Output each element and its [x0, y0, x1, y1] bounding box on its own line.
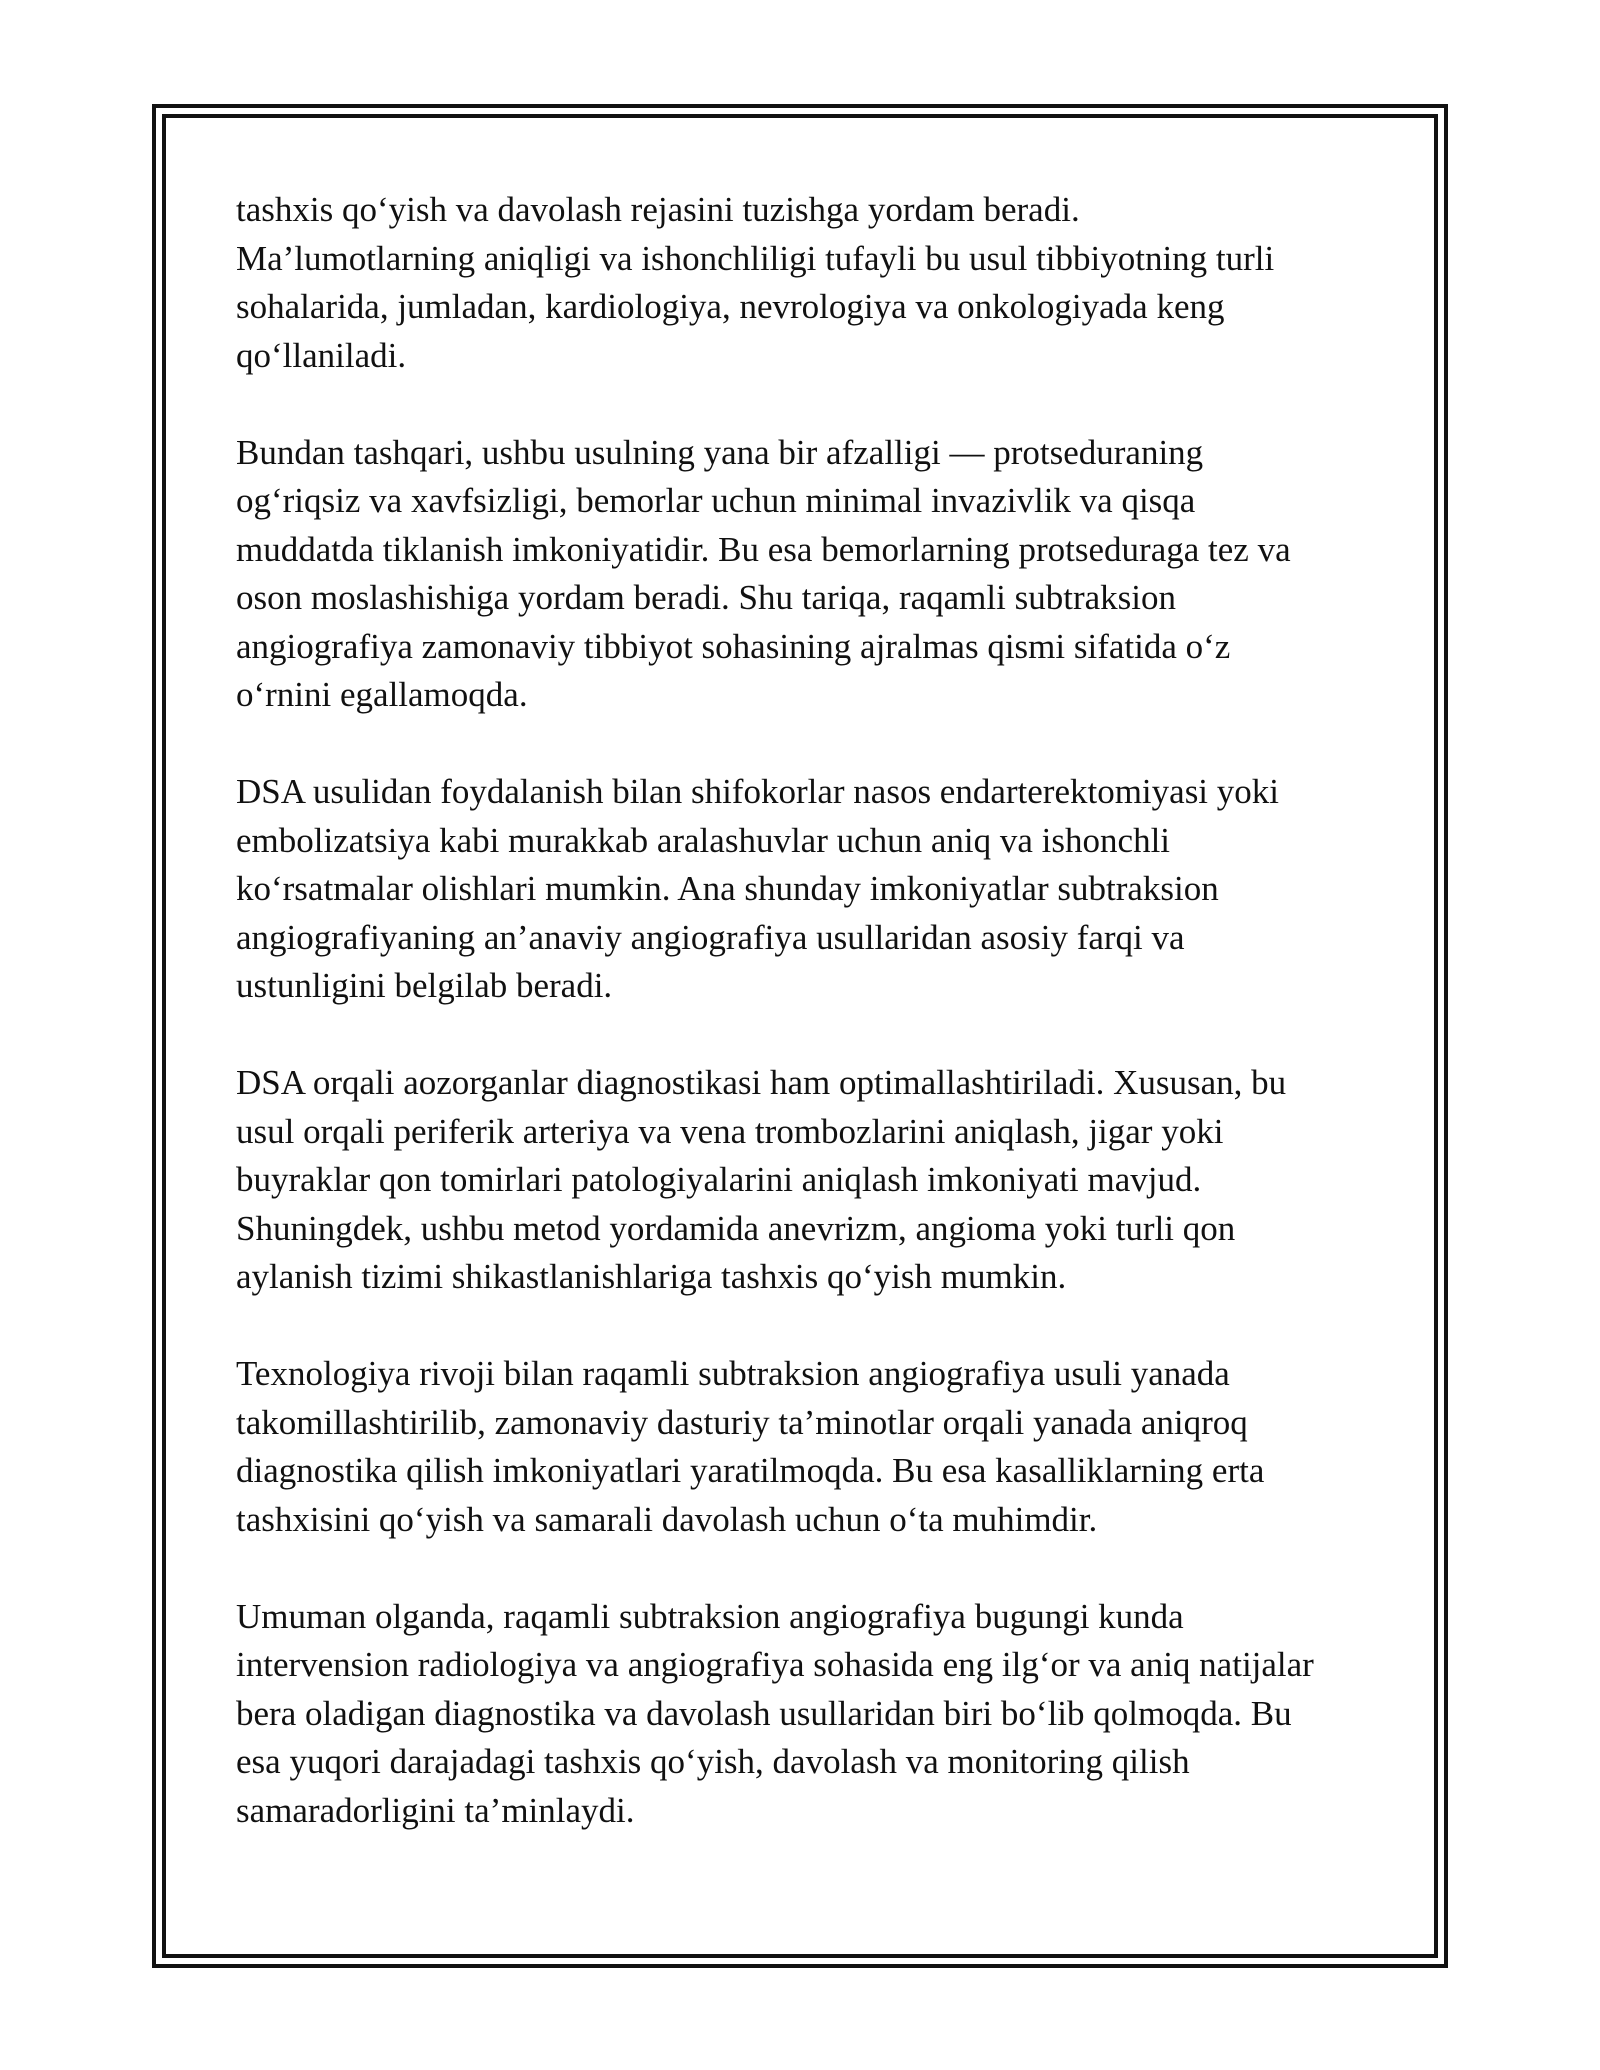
text-line: buyraklar qon tomirlari patologiyalarini aniqlash imkoniyati mavjud.	[236, 1160, 1202, 1199]
text-line: DSA usulidan foydalanish bilan shifokorlar nasos endarterektomiyasi yoki	[236, 772, 1280, 811]
paragraph-5	[236, 1350, 1386, 1544]
text-line: muddatda tiklanish imkoniyatidir. Bu esa bemorlarning protseduraga tez va	[236, 529, 1291, 569]
text-line: ustunligini belgilab beradi.	[236, 966, 613, 1005]
text-line: qo‘llaniladi.	[236, 335, 407, 375]
text-line: embolizatsiya kabi murakkab aralashuvlar uchun aniq va ishonchli	[236, 820, 1171, 860]
text-line: intervension radiologiya va angiografiya sohasida eng ilg‘or va aniq natijalar	[236, 1645, 1314, 1684]
text-line: esa yuqori darajadagi tashxis qo‘yish, davolash va monitoring qilish	[236, 1742, 1190, 1781]
text-line: samaradorligini ta’minlaydi.	[236, 1790, 635, 1830]
paragraph-3	[236, 768, 1386, 1011]
text-line: angiografiyaning an’anaviy angiografiya usullaridan asosiy farqi va	[236, 917, 1185, 957]
text-line: DSA orqali aozorganlar diagnostikasi ham optimallashtiriladi. Xususan, bu	[236, 1063, 1287, 1102]
text-line: og‘riqsiz va xavfsizligi, bemorlar uchun minimal invazivlik va qisqa	[236, 481, 1196, 520]
text-line: tashxis qo‘yish va davolash rejasini tuzishga yordam beradi.	[236, 190, 1080, 229]
text-line: o‘rnini egallamoqda.	[236, 675, 528, 714]
text-line: tashxisini qo‘yish va samarali davolash uchun o‘ta muhimdir.	[236, 1499, 1098, 1539]
text-line: Umuman olganda, raqamli subtraksion angiografiya bugungi kunda	[236, 1596, 1184, 1636]
text-line: Shuningdek, ushbu metod yordamida anevrizm, angioma yoki turli qon	[236, 1208, 1236, 1248]
text-line: ko‘rsatmalar olishlari mumkin. Ana shunday imkoniyatlar subtraksion	[236, 869, 1219, 908]
text-line: aylanish tizimi shikastlanishlariga tashxis qo‘yish mumkin.	[236, 1257, 1067, 1296]
paragraph-4	[236, 1059, 1386, 1302]
paragraph-2	[236, 429, 1386, 720]
text-line: bera oladigan diagnostika va davolash usullaridan biri bo‘lib qolmoqda. Bu	[236, 1693, 1292, 1733]
text-line: oson moslashishiga yordam beradi. Shu tariqa, raqamli subtraksion	[236, 578, 1176, 617]
text-line: Ma’lumotlarning aniqligi va ishonchliligi tufayli bu usul tibbiyotning turli	[236, 238, 1275, 278]
text-line: sohalarida, jumladan, kardiologiya, nevrologiya va onkologiyada keng	[236, 287, 1225, 326]
text-line: angiografiya zamonaviy tibbiyot sohasining ajralmas qismi sifatida o‘z	[236, 626, 1231, 666]
text-line: Bundan tashqari, ushbu usulning yana bir afzalligi — protseduraning	[236, 432, 1204, 472]
text-line: takomillashtirilib, zamonaviy dasturiy ta’minotlar orqali yanada aniqroq	[236, 1402, 1248, 1442]
paragraph-1	[236, 186, 1386, 380]
paragraph-6	[236, 1593, 1386, 1836]
text-line: Texnologiya rivoji bilan raqamli subtraksion angiografiya usuli yanada	[236, 1354, 1230, 1393]
document-body	[236, 186, 1386, 1884]
text-line: diagnostika qilish imkoniyatlari yaratilmoqda. Bu esa kasalliklarning erta	[236, 1451, 1265, 1490]
text-line: usul orqali periferik arteriya va vena trombozlarini aniqlash, jigar yoki	[236, 1111, 1224, 1151]
